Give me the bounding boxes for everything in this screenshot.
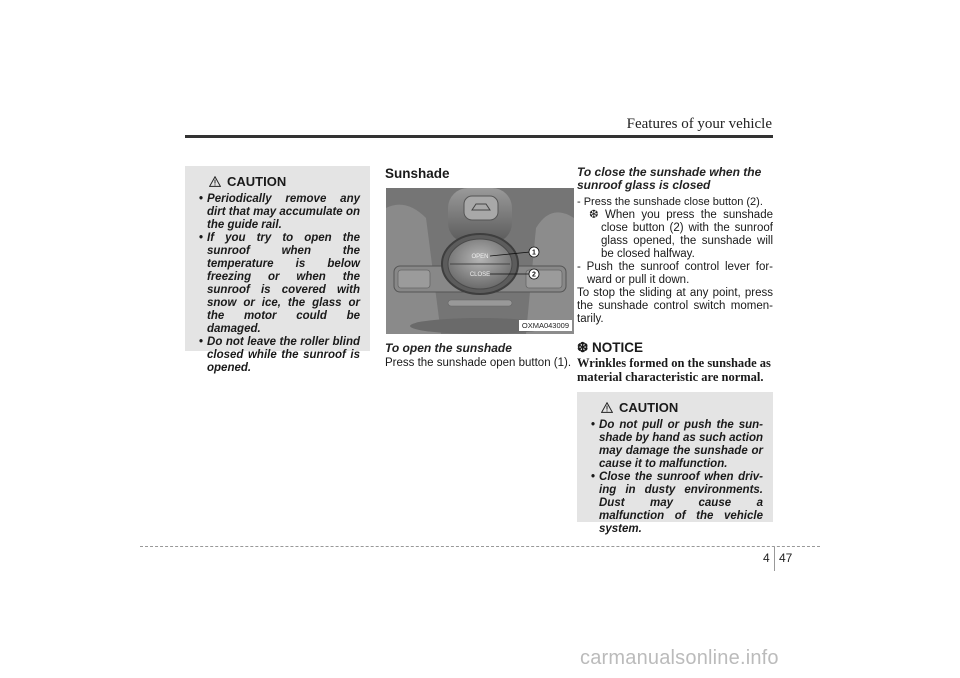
stop-sliding-text: To stop the sliding at any point, press the sunshade control switch momen-tarily. bbox=[577, 287, 773, 325]
header-rule bbox=[185, 135, 773, 138]
figure-code: OXMA043009 bbox=[519, 320, 572, 331]
sunshade-switch-figure bbox=[386, 188, 574, 334]
caution-box-left bbox=[185, 166, 370, 374]
caution-heading bbox=[587, 400, 763, 415]
caution-label: CAUTION bbox=[619, 400, 679, 415]
watermark-text: carmanualsonline.info bbox=[580, 647, 779, 669]
figure-label-close: CLOSE bbox=[469, 272, 491, 278]
open-sunshade-heading: To open the sunshade bbox=[385, 341, 512, 355]
caution-heading bbox=[195, 174, 360, 189]
notice-text: Wrinkles formed on the sunshade as material characteristic are normal. bbox=[577, 356, 771, 384]
caution-item: • Close the sunroof when driv-ing in dusty environments. Dust may cause a malfunction of the vehicle system. bbox=[587, 471, 763, 536]
warning-triangle-icon bbox=[601, 402, 613, 413]
caution-label: CAUTION bbox=[227, 174, 287, 189]
section-title: Sunshade bbox=[385, 166, 450, 181]
caution-item: • If you try to open the sunroof when the temperature is below freezing or when the sunroof is covered with snow or ice, the glass or the motor could be damaged. bbox=[195, 232, 360, 336]
close-sunshade-heading: To close the sunshade when the sunroof glass is closed bbox=[577, 165, 762, 192]
figure-label-open: OPEN bbox=[471, 254, 489, 260]
page-separator bbox=[774, 547, 775, 571]
sunshade-switch-illustration bbox=[386, 188, 574, 334]
caution-item: • Periodically remove any dirt that may accumulate on the guide rail. bbox=[195, 193, 360, 232]
open-sunshade-text: Press the sunshade open button (1). bbox=[385, 357, 572, 369]
close-section-body bbox=[577, 196, 773, 326]
callout-1: 1 bbox=[532, 249, 536, 257]
footer-rule bbox=[140, 546, 820, 547]
caution-list bbox=[195, 193, 360, 375]
page-number: 47 bbox=[779, 551, 793, 565]
page-header-title: Features of your vehicle bbox=[626, 116, 772, 132]
caution-list bbox=[587, 419, 763, 536]
callout-2: 2 bbox=[532, 271, 536, 279]
chapter-number: 4 bbox=[763, 551, 770, 565]
caution-item: • Do not pull or push the sun-shade by hand as such action may damage the sunshade or cause it to malfunction. bbox=[587, 419, 763, 471]
warning-triangle-icon bbox=[209, 176, 221, 187]
close-note: ❆ When you press the sunshade close button (2) with the sunroof glass opened, the sunshade will be closed halfway. bbox=[589, 209, 773, 260]
caution-item: • Do not leave the roller blind closed while the sunroof is opened. bbox=[195, 336, 360, 375]
close-step-2: - Push the sunroof control lever for-ward or pull it down. bbox=[577, 261, 773, 286]
caution-box-right bbox=[577, 392, 773, 535]
notice-heading: ❆ NOTICE bbox=[577, 340, 644, 355]
close-step-1: - Press the sunshade close button (2). bbox=[577, 196, 763, 208]
